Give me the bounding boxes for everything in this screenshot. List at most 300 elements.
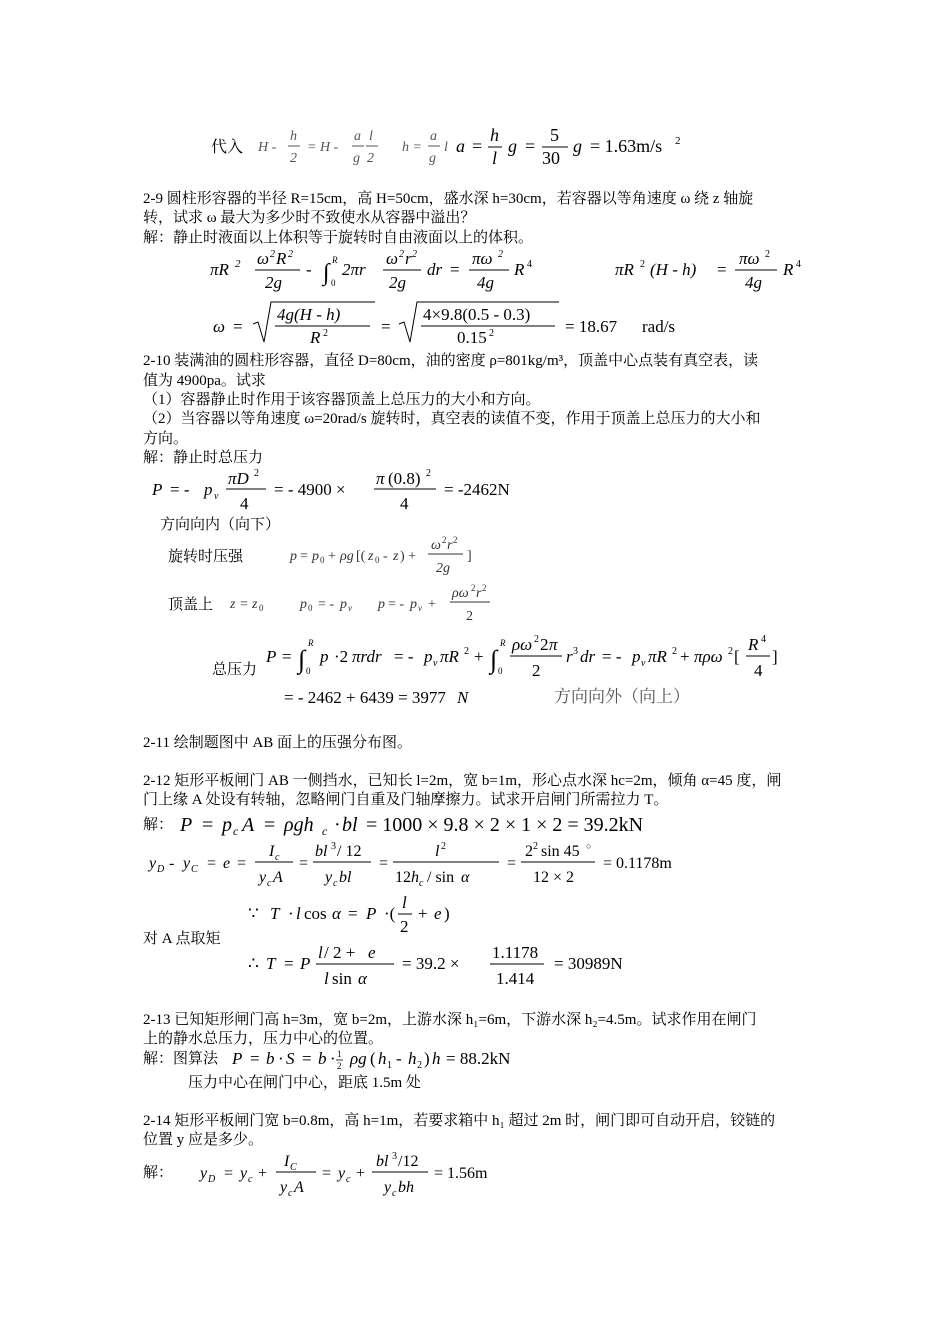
problem-2-14-solution: 解：	[143, 1165, 174, 1181]
svg-text:ρgh: ρgh	[284, 814, 314, 836]
svg-text:πρω: πρω	[694, 647, 723, 666]
svg-text:0: 0	[498, 666, 503, 676]
svg-text:2: 2	[453, 535, 458, 545]
svg-text:c: c	[248, 1174, 253, 1185]
svg-text:y: y	[259, 869, 267, 886]
svg-text:2: 2	[337, 1061, 342, 1071]
svg-text:v: v	[433, 658, 438, 669]
svg-text:=: =	[472, 136, 483, 156]
svg-text:y: y	[183, 855, 191, 872]
svg-text:l: l	[492, 148, 498, 168]
svg-text:πR: πR	[615, 260, 634, 279]
svg-text:h: h	[378, 1049, 387, 1068]
svg-text:C: C	[290, 1162, 297, 1173]
svg-text:+: +	[428, 597, 436, 612]
svg-text:=: =	[379, 855, 389, 872]
svg-text:a: a	[354, 129, 361, 144]
svg-text:(H - h): (H - h)	[650, 260, 697, 279]
svg-text:g: g	[429, 151, 436, 166]
svg-text:2: 2	[290, 151, 297, 166]
svg-text:3: 3	[392, 1151, 397, 1162]
svg-text:p: p	[340, 597, 347, 612]
problem-2-13-title: 2-13 已知矩形闸门高 h=3m，宽 b=2m，上游水深 h₁=6m，下游水深 h₂=4.5m。试求作用在闸门	[143, 1012, 757, 1028]
svg-text:y: y	[384, 1179, 392, 1196]
svg-text:2: 2	[412, 249, 417, 260]
svg-text:2: 2	[532, 661, 541, 680]
moment-about-a-label: 对 A 点取矩	[143, 931, 221, 947]
problem-2-12-eq1	[176, 808, 716, 842]
svg-text:2: 2	[400, 917, 409, 936]
svg-text:/12: /12	[398, 1153, 419, 1170]
problem-2-12-eq2	[145, 838, 805, 894]
svg-text:4: 4	[796, 259, 801, 270]
svg-text:[(: [(	[356, 549, 366, 564]
problem-2-9-solution: 解：静止时液面以上体积等于旋转时自由液面以上的体积。	[143, 230, 534, 246]
svg-text:=: =	[348, 904, 358, 923]
svg-text:g: g	[353, 151, 360, 166]
svg-text:=: =	[202, 814, 214, 836]
svg-text:ω: ω	[213, 317, 226, 336]
svg-text:2: 2	[498, 249, 503, 260]
svg-text:ρg: ρg	[350, 1049, 367, 1068]
svg-text:I: I	[269, 843, 275, 860]
problem-2-13-title-cont: 上的静水总压力，压力中心的位置。	[143, 1031, 384, 1047]
svg-text:c: c	[419, 878, 424, 889]
svg-text:) +: ) +	[400, 549, 417, 564]
svg-text:2: 2	[235, 258, 241, 270]
svg-text:2: 2	[441, 841, 446, 852]
svg-text:1.414: 1.414	[496, 969, 535, 988]
problem-2-9-title: 2-9 圆柱形容器的半径 R=15cm，高 H=50cm，盛水深 h=30cm，若容器以等角速度 ω 绕 z 轴旋	[143, 191, 754, 207]
problem-2-12-title-cont: 门上缘 A 处设有转轴，忽略闸门自重及门轴摩擦力。试求开启闸门所需拉力 T。	[143, 792, 669, 808]
svg-text:y: y	[149, 855, 157, 872]
svg-text:P: P	[366, 904, 377, 923]
svg-text:=: =	[233, 317, 243, 336]
svg-text:2: 2	[489, 328, 494, 339]
svg-text:P: P	[266, 647, 277, 666]
substitution-equations	[250, 120, 700, 175]
svg-text:4: 4	[754, 661, 763, 680]
svg-text:ω: ω	[431, 538, 441, 553]
svg-text:h: h	[411, 869, 419, 886]
svg-text:y: y	[240, 1165, 248, 1182]
svg-text:b: b	[266, 1049, 275, 1068]
svg-text:α: α	[358, 969, 367, 988]
svg-text:T: T	[270, 904, 280, 923]
svg-text:·(: ·(	[384, 904, 396, 923]
svg-text:h: h	[290, 129, 297, 144]
svg-text:2: 2	[540, 635, 549, 654]
svg-text:12: 12	[395, 869, 411, 886]
svg-text:= - 2462 + 6439 = 3977: = - 2462 + 6439 = 3977	[284, 688, 446, 707]
svg-text:r: r	[476, 586, 482, 601]
problem-2-10-q2: （2）当容器以等角速度 ω=20rad/s 旋转时，真空表的读值不变，作用于顶盖上总压力的大小和	[143, 411, 761, 427]
svg-text:R: R	[276, 249, 287, 268]
svg-text:4: 4	[240, 494, 249, 513]
svg-text:=: =	[507, 855, 517, 872]
svg-text:T: T	[266, 954, 276, 973]
svg-text:·: ·	[278, 1049, 284, 1068]
svg-text:2: 2	[323, 328, 328, 339]
svg-text:e: e	[434, 904, 442, 923]
svg-text:= -: = -	[318, 597, 335, 612]
svg-text:=: =	[282, 647, 292, 666]
cap-equations	[226, 580, 516, 630]
svg-text:b: b	[318, 1049, 327, 1068]
svg-text:P: P	[180, 814, 193, 836]
svg-text:c: c	[275, 852, 280, 863]
svg-text:h: h	[432, 1049, 441, 1068]
svg-text:α: α	[332, 904, 341, 923]
problem-2-12-eq4	[244, 936, 684, 994]
svg-text:2g: 2g	[265, 273, 282, 292]
svg-text:=: =	[322, 1165, 332, 1182]
svg-text:cos: cos	[304, 904, 327, 923]
svg-text:1: 1	[387, 1060, 392, 1071]
svg-text:4g: 4g	[477, 273, 494, 292]
svg-text:5: 5	[550, 125, 559, 145]
svg-text:R: R	[514, 260, 525, 279]
svg-text:v: v	[348, 603, 352, 613]
svg-text:∴: ∴	[248, 954, 259, 973]
svg-text:2: 2	[442, 535, 447, 545]
svg-text:R: R	[308, 638, 314, 648]
svg-text:= 1.56m: = 1.56m	[434, 1165, 488, 1182]
svg-text:A: A	[242, 814, 255, 836]
svg-text:∫: ∫	[490, 645, 498, 674]
svg-text:/ 2 +: / 2 +	[324, 943, 356, 962]
svg-text:2: 2	[765, 249, 770, 260]
svg-text:π: π	[376, 469, 385, 488]
svg-text:0: 0	[306, 666, 311, 676]
svg-text:z: z	[230, 597, 236, 612]
svg-text:=: =	[525, 136, 536, 156]
svg-text:v: v	[641, 658, 646, 669]
svg-text:=: =	[284, 954, 294, 973]
svg-text:r: r	[566, 647, 573, 666]
svg-text:0: 0	[320, 555, 325, 565]
svg-text:·: ·	[330, 1049, 336, 1068]
problem-2-11-title: 2-11 绘制题图中 AB 面上的压强分布图。	[143, 735, 413, 751]
svg-text:= -: = -	[388, 597, 405, 612]
svg-text:2: 2	[672, 646, 677, 657]
problem-2-14-eq	[196, 1148, 576, 1204]
cap-label: 顶盖上	[168, 597, 214, 613]
svg-text:πR: πR	[648, 647, 667, 666]
svg-text:= 18.67: = 18.67	[565, 317, 618, 336]
svg-text:=: =	[450, 260, 460, 279]
svg-text:z: z	[393, 549, 399, 564]
svg-text:+: +	[356, 1165, 366, 1182]
svg-text:2: 2	[270, 249, 275, 260]
svg-text:2g: 2g	[389, 273, 406, 292]
svg-text:=: =	[264, 814, 276, 836]
svg-text:0: 0	[331, 278, 336, 288]
svg-text:a: a	[456, 136, 465, 156]
svg-text:A: A	[273, 869, 283, 886]
svg-text:h: h	[408, 1049, 417, 1068]
svg-text:2: 2	[534, 634, 539, 645]
svg-text:ρg: ρg	[340, 549, 354, 564]
svg-text:2: 2	[533, 841, 538, 852]
problem-2-14-title-cont: 位置 y 应是多少。	[143, 1132, 264, 1148]
svg-text:g: g	[508, 136, 517, 156]
svg-text:= 1000 × 9.8 × 2 × 1 × 2 = 39.: = 1000 × 9.8 × 2 × 1 × 2 = 39.2kN	[366, 814, 644, 836]
svg-text:e: e	[223, 855, 231, 872]
svg-text:r: r	[405, 249, 412, 268]
svg-text:= -: = -	[170, 480, 190, 499]
svg-text:·2: ·2	[334, 647, 349, 666]
svg-text:p: p	[312, 549, 319, 564]
svg-text:∵: ∵	[248, 904, 259, 923]
svg-text:p: p	[424, 647, 433, 666]
svg-text:π: π	[549, 635, 558, 654]
svg-text:2: 2	[471, 583, 476, 593]
svg-text:I: I	[284, 1153, 290, 1170]
substitution-label: 代入	[211, 139, 244, 156]
svg-text:bl: bl	[342, 814, 358, 836]
svg-text:/ 12: / 12	[337, 843, 362, 860]
svg-text:bl: bl	[339, 869, 352, 886]
svg-text:sin: sin	[332, 969, 352, 988]
svg-text:=: =	[717, 260, 727, 279]
problem-2-13-eq	[228, 1042, 608, 1076]
svg-text:R: R	[500, 638, 506, 648]
svg-text:H -: H -	[258, 140, 277, 155]
svg-text:·: ·	[288, 904, 294, 923]
problem-2-10-title: 2-10 装满油的圆柱形容器，直径 D=80cm，油的密度 ρ=801kg/m³，顶盖中心点装有真空表，读	[143, 353, 759, 369]
svg-text:4g(H - h): 4g(H - h)	[277, 305, 341, 324]
svg-text:πR: πR	[440, 647, 459, 666]
svg-text:[: [	[734, 647, 740, 666]
svg-text:bl: bl	[376, 1153, 389, 1170]
problem-2-10-q1: （1）容器静止时作用于该容器顶盖上总压力的大小和方向。	[143, 392, 541, 408]
svg-text:C: C	[191, 864, 198, 875]
problem-2-9-title-cont: 转，试求 ω 最大为多少时不致使水从容器中溢出？	[143, 210, 476, 226]
svg-text:ρω: ρω	[452, 586, 469, 601]
svg-text:dr: dr	[427, 260, 443, 279]
svg-text:l: l	[444, 140, 448, 155]
svg-text:]: ]	[467, 549, 472, 564]
svg-text:= -: = -	[602, 647, 622, 666]
svg-text:p: p	[222, 814, 232, 836]
svg-text:z: z	[252, 597, 258, 612]
svg-text:1: 1	[337, 1049, 342, 1059]
svg-text:p: p	[204, 480, 213, 499]
svg-text:-: -	[306, 260, 312, 279]
svg-text:p: p	[290, 549, 297, 564]
svg-text:/ sin: / sin	[427, 869, 455, 886]
svg-text:A: A	[294, 1179, 304, 1196]
problem-2-10-title-cont: 值为 4900pa。试求	[143, 373, 266, 389]
svg-text:R: R	[310, 328, 321, 346]
svg-text:=: =	[381, 317, 391, 336]
svg-text:=: =	[299, 855, 309, 872]
svg-text:P: P	[232, 1049, 243, 1068]
total-pressure-label: 总压力	[212, 662, 258, 678]
svg-text:P: P	[300, 954, 311, 973]
svg-text:y: y	[280, 1179, 288, 1196]
problem-2-10-static-eq	[148, 462, 618, 518]
svg-text:+: +	[474, 647, 484, 666]
svg-text:+: +	[680, 647, 690, 666]
svg-text:○: ○	[586, 841, 592, 851]
svg-text:v: v	[418, 603, 422, 613]
svg-text:=: =	[207, 855, 217, 872]
svg-text:ω: ω	[386, 249, 399, 268]
problem-2-10-q2-cont: 方向。	[143, 431, 189, 447]
svg-text:c: c	[267, 878, 272, 889]
svg-text:4: 4	[761, 634, 766, 645]
svg-text:): )	[424, 1049, 430, 1068]
problem-2-12-eq3	[244, 888, 544, 940]
svg-text:l: l	[318, 943, 323, 962]
svg-text:(: (	[370, 1049, 376, 1068]
svg-text:p: p	[410, 597, 417, 612]
svg-text:4: 4	[527, 259, 532, 270]
svg-text:v: v	[214, 491, 219, 502]
svg-text:2: 2	[367, 151, 374, 166]
svg-text:D: D	[157, 864, 165, 875]
svg-text:=: =	[237, 855, 247, 872]
svg-text:p: p	[300, 597, 307, 612]
svg-text:2: 2	[640, 259, 645, 270]
svg-text:-: -	[396, 1049, 402, 1068]
rotation-pressure-eq	[286, 532, 506, 582]
svg-text:D: D	[208, 1174, 216, 1185]
svg-text:2: 2	[254, 468, 259, 479]
svg-text:πω: πω	[739, 249, 760, 268]
svg-text:πD: πD	[228, 469, 249, 488]
problem-2-12-solution: 解：	[143, 817, 174, 833]
svg-text:2g: 2g	[436, 561, 450, 576]
svg-text:l: l	[296, 904, 301, 923]
svg-text:p: p	[320, 647, 329, 666]
svg-text:30: 30	[542, 148, 560, 168]
svg-text:πrdr: πrdr	[352, 647, 382, 666]
svg-text:2: 2	[399, 249, 404, 260]
svg-text:∫: ∫	[323, 260, 330, 286]
svg-text:R: R	[748, 635, 759, 654]
svg-text:2: 2	[417, 1060, 422, 1071]
problem-2-10-direction-1: 方向向内（向下）	[160, 517, 281, 533]
svg-text:bh: bh	[398, 1179, 414, 1196]
svg-text:c: c	[333, 878, 338, 889]
svg-text:(0.8): (0.8)	[388, 469, 421, 488]
svg-text:p: p	[632, 647, 641, 666]
svg-text:rad/s: rad/s	[642, 317, 676, 336]
svg-text:+: +	[258, 1165, 268, 1182]
svg-text:y: y	[338, 1165, 346, 1182]
svg-text:c: c	[346, 1174, 351, 1185]
svg-text:2: 2	[426, 468, 431, 479]
svg-text:g: g	[573, 136, 582, 156]
svg-text:4g: 4g	[745, 273, 762, 292]
svg-text:y: y	[325, 869, 333, 886]
svg-text:): )	[444, 904, 450, 923]
svg-text:= -: = -	[394, 647, 414, 666]
svg-text:z: z	[368, 549, 374, 564]
svg-text:dr: dr	[580, 647, 596, 666]
svg-text:0: 0	[308, 603, 313, 613]
svg-text:+: +	[418, 904, 428, 923]
svg-text:y: y	[200, 1165, 208, 1182]
svg-text:0: 0	[375, 555, 380, 565]
pressure-center-note: 压力中心在闸门中心，距底 1.5m 处	[188, 1075, 421, 1091]
svg-text:P: P	[152, 480, 163, 499]
svg-text:∫: ∫	[298, 645, 306, 674]
problem-2-10-solution: 解：静止时总压力	[143, 450, 264, 466]
problem-2-10-direction-2: 方向向外（向上）	[554, 687, 690, 706]
svg-text:3: 3	[331, 841, 336, 852]
svg-text:2: 2	[288, 249, 293, 260]
svg-text:=: =	[300, 549, 308, 564]
svg-text:2: 2	[466, 609, 473, 624]
problem-2-13-solution: 解：图算法	[143, 1051, 219, 1067]
svg-text:= H -: = H -	[307, 140, 339, 155]
svg-text:l: l	[369, 129, 373, 144]
svg-text:h =: h =	[402, 140, 422, 155]
svg-text:-: -	[383, 549, 388, 564]
svg-text:=: =	[302, 1049, 312, 1068]
problem-2-9-equations	[205, 246, 825, 346]
svg-text:-: -	[169, 855, 175, 872]
svg-text:c: c	[233, 824, 239, 838]
svg-text:= -2462N: = -2462N	[444, 480, 510, 499]
svg-text:1.1178: 1.1178	[492, 943, 539, 962]
total-pressure-eq	[262, 628, 802, 720]
svg-text:α: α	[461, 869, 470, 886]
svg-text:πω: πω	[472, 249, 493, 268]
svg-text:0: 0	[259, 603, 264, 613]
svg-text:ω: ω	[257, 249, 270, 268]
problem-2-14-title: 2-14 矩形平板闸门宽 b=0.8m，高 h=1m，若要求箱中 h₁ 超过 2m 时，闸门即可自动开启，铰链的	[143, 1113, 776, 1129]
svg-text:4: 4	[400, 494, 409, 513]
svg-text:= 39.2 ×: = 39.2 ×	[402, 954, 460, 973]
svg-text:c: c	[392, 1188, 397, 1199]
svg-text:·: ·	[334, 814, 341, 836]
svg-text:R: R	[783, 260, 794, 279]
svg-text:a: a	[430, 129, 437, 144]
svg-text:2: 2	[675, 135, 681, 147]
rotation-pressure-label: 旋转时压强	[168, 549, 244, 565]
svg-text:2: 2	[728, 646, 733, 657]
svg-text:0.15: 0.15	[457, 328, 487, 346]
svg-text:sin 45: sin 45	[541, 843, 580, 860]
svg-text:N: N	[457, 688, 469, 707]
svg-text:e: e	[368, 943, 376, 962]
svg-text:=: =	[240, 597, 248, 612]
svg-text:2πr: 2πr	[342, 260, 366, 279]
svg-text:bl: bl	[315, 843, 328, 860]
svg-text:S: S	[286, 1049, 295, 1068]
svg-text:= 0.1178m: = 0.1178m	[603, 855, 672, 872]
svg-text:c: c	[288, 1188, 293, 1199]
svg-text:4×9.8(0.5 - 0.3): 4×9.8(0.5 - 0.3)	[423, 305, 531, 324]
svg-text:= 88.2kN: = 88.2kN	[446, 1049, 511, 1068]
svg-text:= 30989N: = 30989N	[554, 954, 623, 973]
svg-text:+: +	[328, 549, 336, 564]
svg-text:2: 2	[525, 843, 533, 860]
svg-text:12 × 2: 12 × 2	[533, 869, 575, 886]
problem-2-12-title: 2-12 矩形平板闸门 AB 一侧挡水，已知长 l=2m，宽 b=1m，形心点水深 hc=2m，倾角 α=45 度，闸	[143, 773, 782, 789]
svg-text:= - 4900 ×: = - 4900 ×	[274, 480, 346, 499]
svg-text:r: r	[447, 538, 453, 553]
svg-text:]: ]	[772, 647, 778, 666]
svg-text:h: h	[490, 125, 499, 145]
svg-text:2: 2	[464, 646, 469, 657]
svg-text:p: p	[378, 597, 385, 612]
